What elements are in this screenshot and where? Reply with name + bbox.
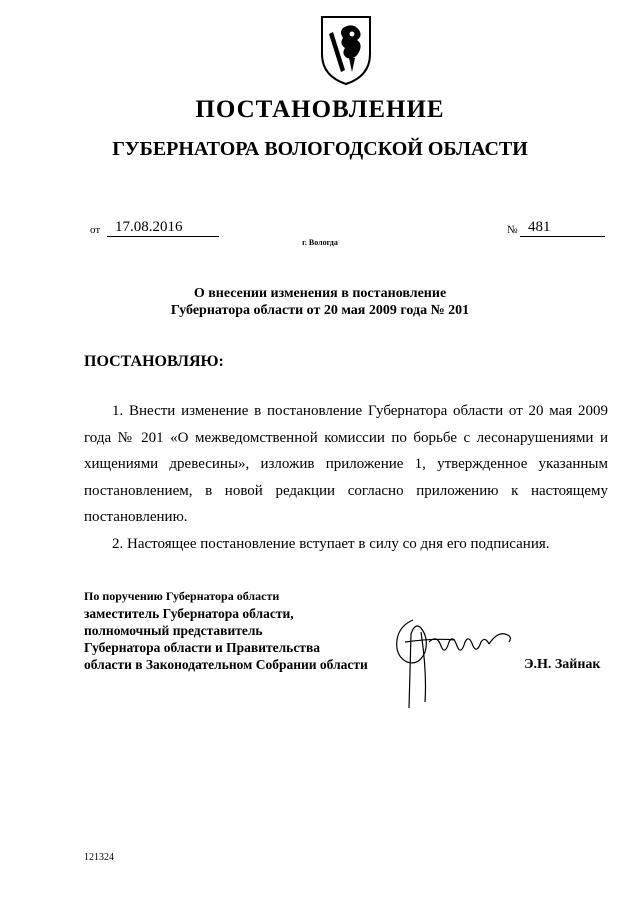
- subject-line-1: О внесении изменения в постановление: [193, 286, 447, 301]
- handwritten-signature: [385, 612, 525, 712]
- document-subject: [0, 285, 640, 319]
- coat-of-arms-icon: [319, 14, 373, 86]
- signatory-line-3: полномочный представитель: [84, 623, 263, 638]
- signatory-line-4: Губернатора области и Правительства: [84, 640, 320, 655]
- document-date: 17.08.2016: [107, 219, 219, 237]
- document-body: [84, 398, 608, 557]
- document-title: ПОСТАНОВЛЕНИЕ: [195, 96, 445, 123]
- subject-line-2: Губернатора области от 20 мая 2009 года № 201: [170, 303, 470, 318]
- body-paragraph-1: 1. Внести изменение в постановление Губернатора области от 20 мая 2009 года № 201 «О межведомственной комиссии по борьбе с лесонарушениями и хищениями древесины», изложив приложение 1, утвержденное указанным постановлением, в новой редакции согласно приложению к настоящему постановлению.: [84, 403, 608, 525]
- number-prefix: №: [507, 224, 518, 236]
- date-prefix: от: [90, 224, 101, 236]
- body-paragraph-2: 2. Настоящее постановление вступает в силу со дня его подписания.: [112, 535, 550, 552]
- signatory-line-5: области в Законодательном Собрании области: [84, 657, 368, 672]
- resolve-heading: ПОСТАНОВЛЯЮ:: [84, 353, 224, 370]
- signatory-line-1: По поручению Губернатора области: [84, 589, 280, 603]
- signatory-line-2: заместитель Губернатора области,: [84, 606, 294, 621]
- document-city: г. Вологда: [302, 238, 338, 247]
- signer-name: Э.Н. Зайнак: [524, 657, 601, 672]
- document-code: 121324: [84, 852, 114, 863]
- signatory-title: [84, 588, 424, 673]
- document-authority: ГУБЕРНАТОРА ВОЛОГОДСКОЙ ОБЛАСТИ: [112, 138, 528, 160]
- document-number: 481: [520, 219, 605, 237]
